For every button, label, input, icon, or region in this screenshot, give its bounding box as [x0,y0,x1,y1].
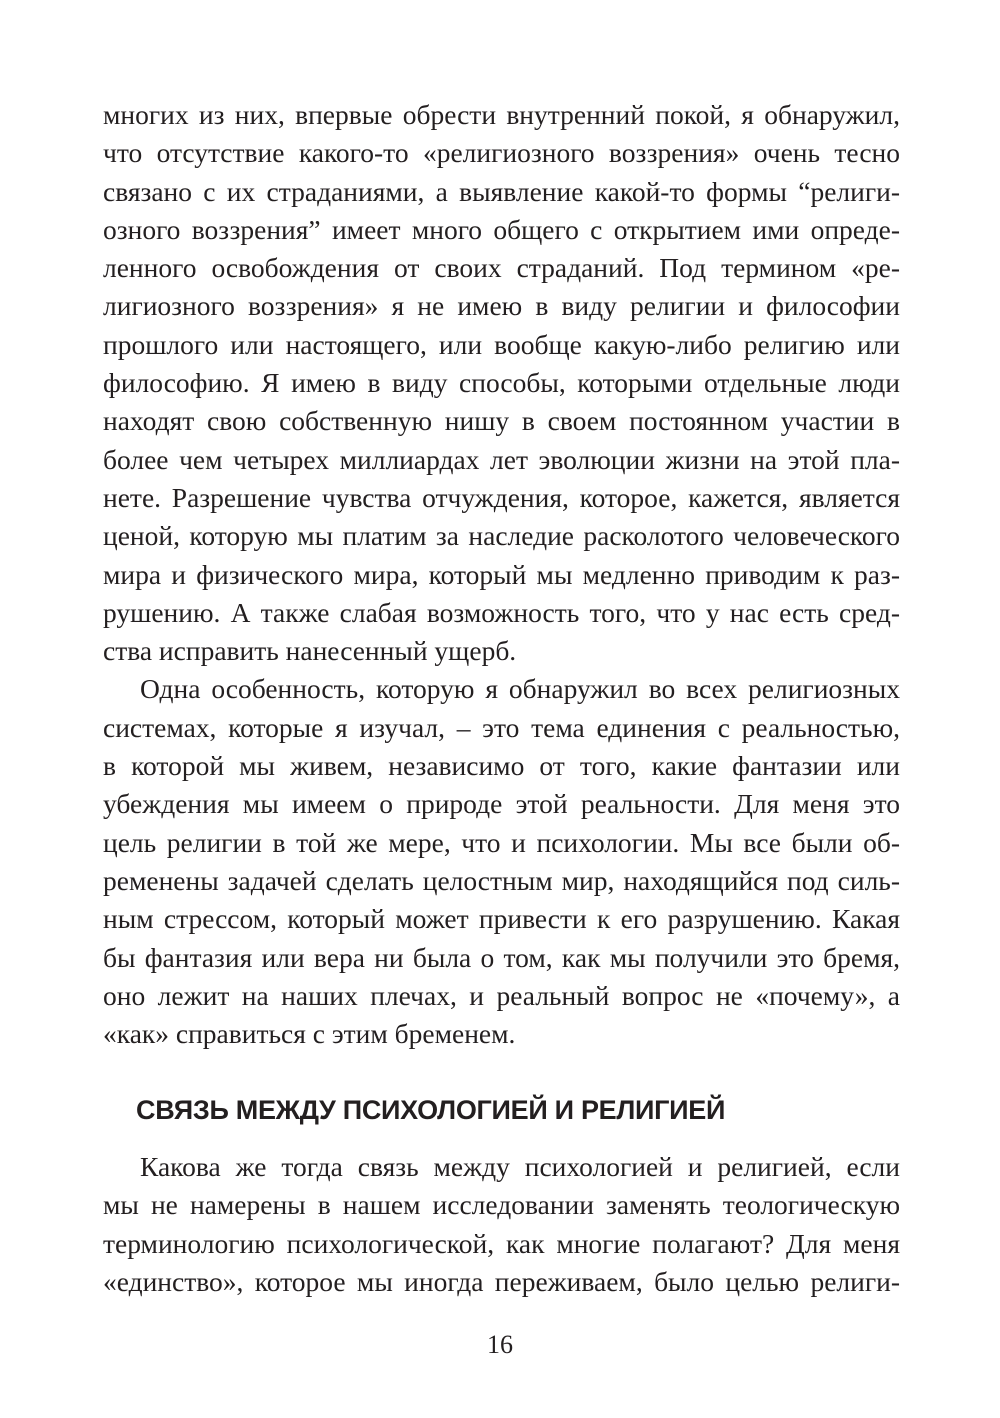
text-line: нете. Разрешение чувства отчуждения, которое, кажется, является [103,481,900,513]
paragraph-2 [103,670,900,1053]
text-line: ным стрессом, который может привести к его разрушению. Какая [103,903,900,935]
text-line: ременены задачей сделать целостным мир, находящийся под силь- [103,864,900,896]
text-line: ценой, которую мы платим за наследие расколотого человеческого [103,520,900,552]
page-number: 16 [487,1330,513,1359]
text-line: связано с их страданиями, а выявление какой-то формы “религи- [103,175,900,207]
text-line: бы фантазия или вера ни была о том, как мы получили это бремя, [103,941,900,973]
section-heading: СВЯЗЬ МЕЖДУ ПСИХОЛОГИЕЙ И РЕЛИГИЕЙ [136,1095,726,1125]
text-line: мира и физического мира, который мы медленно приводим к раз- [103,558,900,590]
text-line: философию. Я имею в виду способы, которыми отдельные люди [103,367,900,399]
text-line: озного воззрения” имеет много общего с открытием ими опреде- [103,213,900,245]
text-line: в которой мы живем, независимо от того, какие фантазии или [103,750,900,782]
text-line: многих из них, впервые обрести внутренний покой, я обнаружил, [103,99,900,130]
text-line: убеждения мы имеем о природе этой реальности. Для меня это [103,788,900,820]
text-line: терминологию психологической, как многие полагают? Для меня [103,1227,900,1259]
text-line: ства исправить нанесенный ущерб. [103,635,517,667]
text-line: оно лежит на наших плечах, и реальный вопрос не «почему», а [103,979,900,1011]
text-line: прошлого или настоящего, или вообще какую-либо религию или [103,328,900,360]
text-line: мы не намерены в нашем исследовании заменять теологическую [103,1189,900,1221]
text-line: «как» справиться с этим бременем. [103,1018,516,1050]
text-line: что отсутствие какого-то «религиозного воззрения» очень тесно [103,137,900,169]
paragraph-1 [103,96,900,670]
paragraph-3 [103,1148,900,1301]
text-line: находят свою собственную нишу в своем постоянном участии в [103,405,900,437]
body-text [103,96,900,1053]
text-line: рушению. А также слабая возможность того, что у нас есть сред- [103,596,900,628]
text-line: цель религии в той же мере, что и психологии. Мы все были об- [103,826,900,858]
text-line: системах, которые я изучал, – это тема единения с реальностью, [103,711,900,743]
text-line: Одна особенность, которую я обнаружил во всех религиозных [140,673,900,705]
text-line: лигиозного воззрения» я не имею в виду религии и философии [103,290,900,322]
text-line: более чем четырех миллиардах лет эволюции жизни на этой пла- [103,443,900,475]
text-line: Какова же тогда связь между психологией и религией, если [140,1151,900,1182]
text-line: «единство», которое мы иногда переживаем, было целью религи- [103,1265,900,1297]
text-line: ленного освобождения от своих страданий. Под термином «ре- [103,252,900,284]
